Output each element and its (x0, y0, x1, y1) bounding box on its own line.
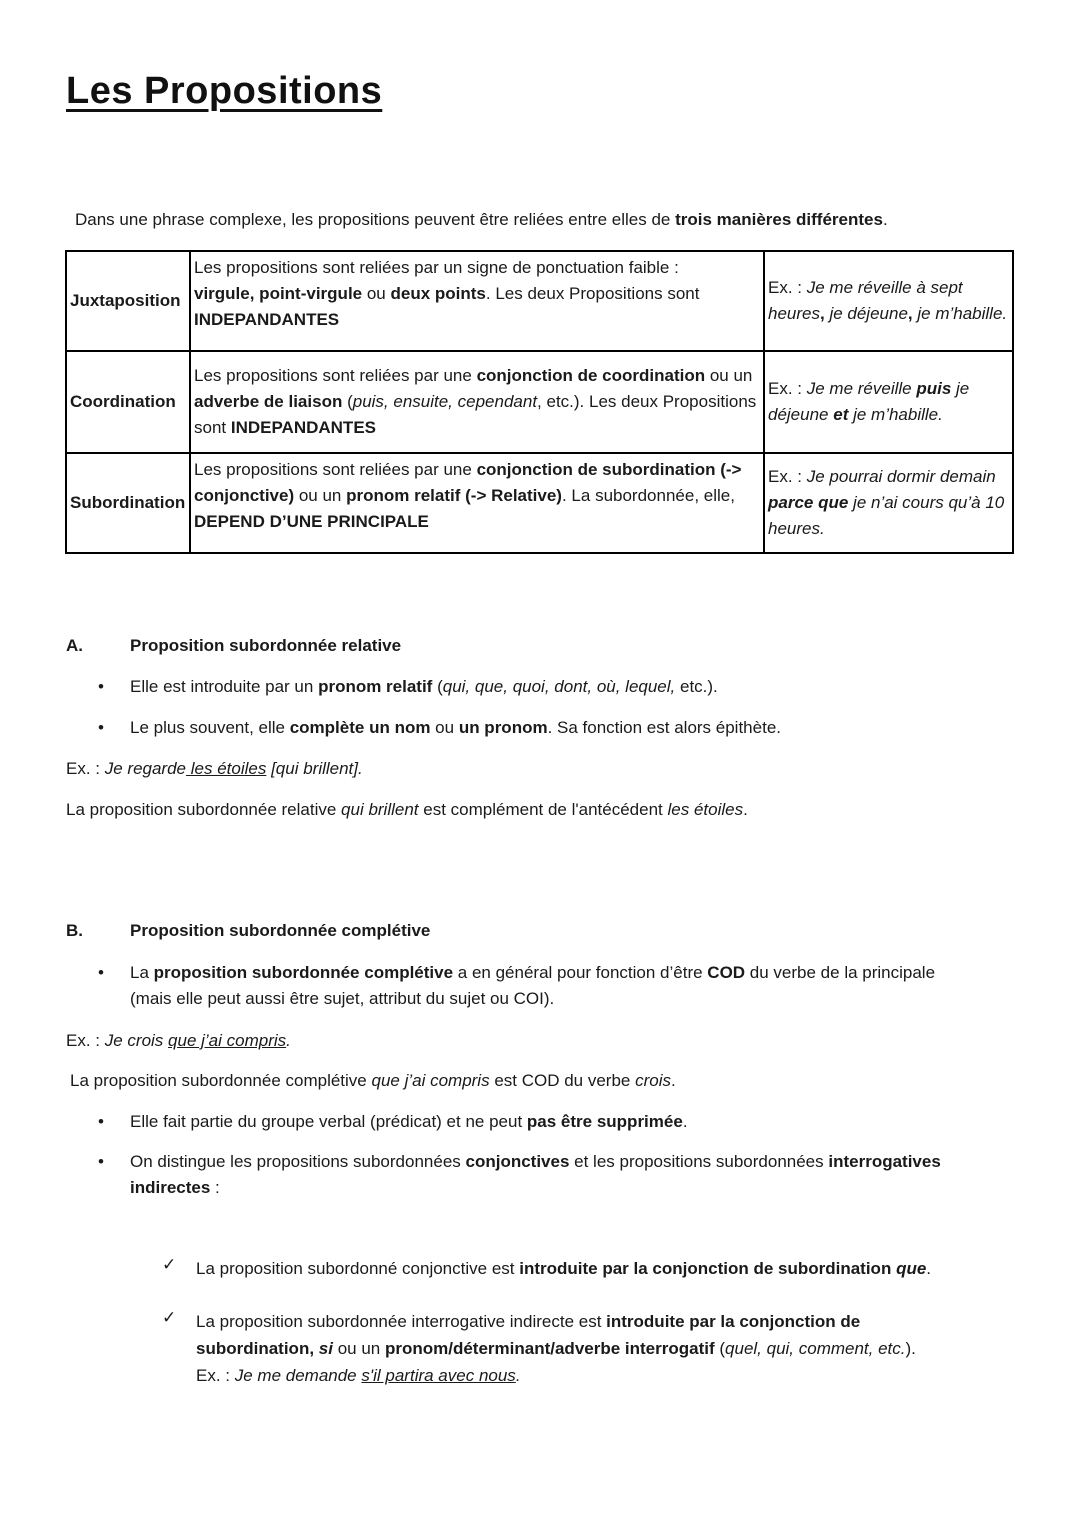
check-item-text: La proposition subordonnée interrogative indirecte est introduite par la conjonction de subordination, si ou un pronom/déterminant/adverbe interrogatif (quel, qui, comment, etc.). Ex. : Je me demande s'il partira avec nous. (196, 1312, 916, 1385)
table-row-coordination (66, 351, 1013, 453)
section-a-heading (66, 636, 401, 656)
table-row-subordination (66, 453, 1013, 553)
desc-text: Les propositions sont reliées par un signe de ponctuation faible : (194, 258, 679, 277)
desc-bold: virgule, point-virgule (194, 284, 363, 303)
section-letter: A. (66, 636, 83, 655)
row-example (764, 251, 1013, 351)
row-description (190, 453, 764, 553)
desc-text: ( (342, 392, 353, 411)
desc-text: ou un (294, 486, 347, 505)
intro-bold: trois manières différentes (675, 210, 883, 229)
row-label: Juxtaposition (66, 251, 190, 351)
section-b-heading (66, 921, 430, 941)
intro-end: . (882, 210, 888, 229)
example-prefix: Ex. : (768, 379, 807, 398)
desc-bold: conjonction de subordination (-> conjonctive) (194, 460, 742, 505)
list-item-text: On distingue les propositions subordonnées conjonctives et les propositions subordonnées interrogatives indirectes : (130, 1152, 941, 1197)
row-label: Subordination (66, 453, 190, 553)
bullet-dot-icon: • (98, 1112, 104, 1131)
example-text: je déjeune (768, 379, 970, 424)
example-line: Ex. : Je crois que j’ai compris. (66, 1031, 291, 1050)
example-text: je m’habille. (848, 405, 943, 424)
note-line: La proposition subordonnée complétive que j’ai compris est COD du verbe crois. (70, 1071, 676, 1090)
row-example (764, 453, 1013, 553)
list-item-text: La proposition subordonnée complétive a en général pour fonction d’être COD du verbe de la principale (mais elle peut aussi être sujet, attribut du sujet ou COI). (130, 963, 936, 1008)
section-title: Proposition subordonnée complétive (130, 921, 431, 940)
desc-bold: INDEPANDANTES (194, 310, 340, 329)
example-bold: puis (916, 379, 952, 398)
checkmark-icon: ✓ (162, 1308, 177, 1327)
propositions-table (65, 250, 1014, 554)
example-text: Je me réveille (806, 379, 917, 398)
intro-paragraph (75, 208, 888, 232)
desc-bold: DEPEND D’UNE PRINCIPALE (194, 512, 429, 531)
bullet-dot-icon: • (98, 677, 104, 696)
example-text: je n’ai cours qu’à 10 heures. (768, 493, 1005, 538)
example-bold: parce que (768, 493, 849, 512)
example-prefix: Ex. : (768, 467, 807, 486)
desc-bold: conjonction de coordination (476, 366, 706, 385)
page-title: Les Propositions (66, 70, 383, 112)
note-line: La proposition subordonnée relative qui brillent est complément de l'antécédent les étoiles. (66, 800, 748, 819)
row-description (190, 251, 764, 351)
desc-bold: adverbe de liaison (194, 392, 343, 411)
checkmark-icon: ✓ (162, 1255, 177, 1274)
desc-text: . Les deux Propositions sont (485, 284, 700, 303)
bullet-dot-icon: • (98, 963, 104, 982)
intro-text: Dans une phrase complexe, les propositions peuvent être reliées entre elles de (75, 210, 676, 229)
table-row-juxtaposition (66, 251, 1013, 351)
desc-italic: puis, ensuite, cependant (352, 392, 538, 411)
bullet-dot-icon: • (98, 718, 104, 737)
desc-text: ou (362, 284, 391, 303)
example-text: je m’habille. (912, 304, 1008, 323)
list-item-text: Elle est introduite par un pronom relatif (qui, que, quoi, dont, où, lequel, etc.). (130, 677, 718, 696)
row-label: Coordination (66, 351, 190, 453)
example-bold: , (819, 304, 825, 323)
example-text: Je me réveille à sept heures (768, 278, 963, 323)
list-item-text: Le plus souvent, elle complète un nom ou un pronom. Sa fonction est alors épithète. (130, 718, 781, 737)
list-item-text: Elle fait partie du groupe verbal (prédicat) et ne peut pas être supprimée. (130, 1112, 688, 1131)
section-title: Proposition subordonnée relative (130, 636, 402, 655)
example-line: Ex. : Je regarde les étoiles [qui brillent]. (66, 759, 363, 778)
desc-bold: pronom relatif (-> Relative) (346, 486, 562, 505)
example-bold: , (907, 304, 913, 323)
row-description (190, 351, 764, 453)
desc-bold: INDEPANDANTES (230, 418, 376, 437)
example-text: je déjeune (824, 304, 908, 323)
desc-text: ou un (705, 366, 753, 385)
desc-bold: deux points (390, 284, 486, 303)
example-prefix: Ex. : (768, 278, 807, 297)
example-bold: et (833, 405, 849, 424)
desc-text: Les propositions sont reliées par une (194, 366, 477, 385)
desc-text: Les propositions sont reliées par une (194, 460, 477, 479)
bullet-dot-icon: • (98, 1152, 104, 1171)
check-item-text: La proposition subordonné conjonctive est introduite par la conjonction de subordination que. (196, 1259, 932, 1278)
example-text: Je pourrai dormir demain (806, 467, 996, 486)
row-example (764, 351, 1013, 453)
desc-text: . La subordonnée, elle, (561, 486, 735, 505)
desc-text: , etc.). Les deux Propositions sont (194, 392, 757, 437)
section-letter: B. (66, 921, 83, 940)
